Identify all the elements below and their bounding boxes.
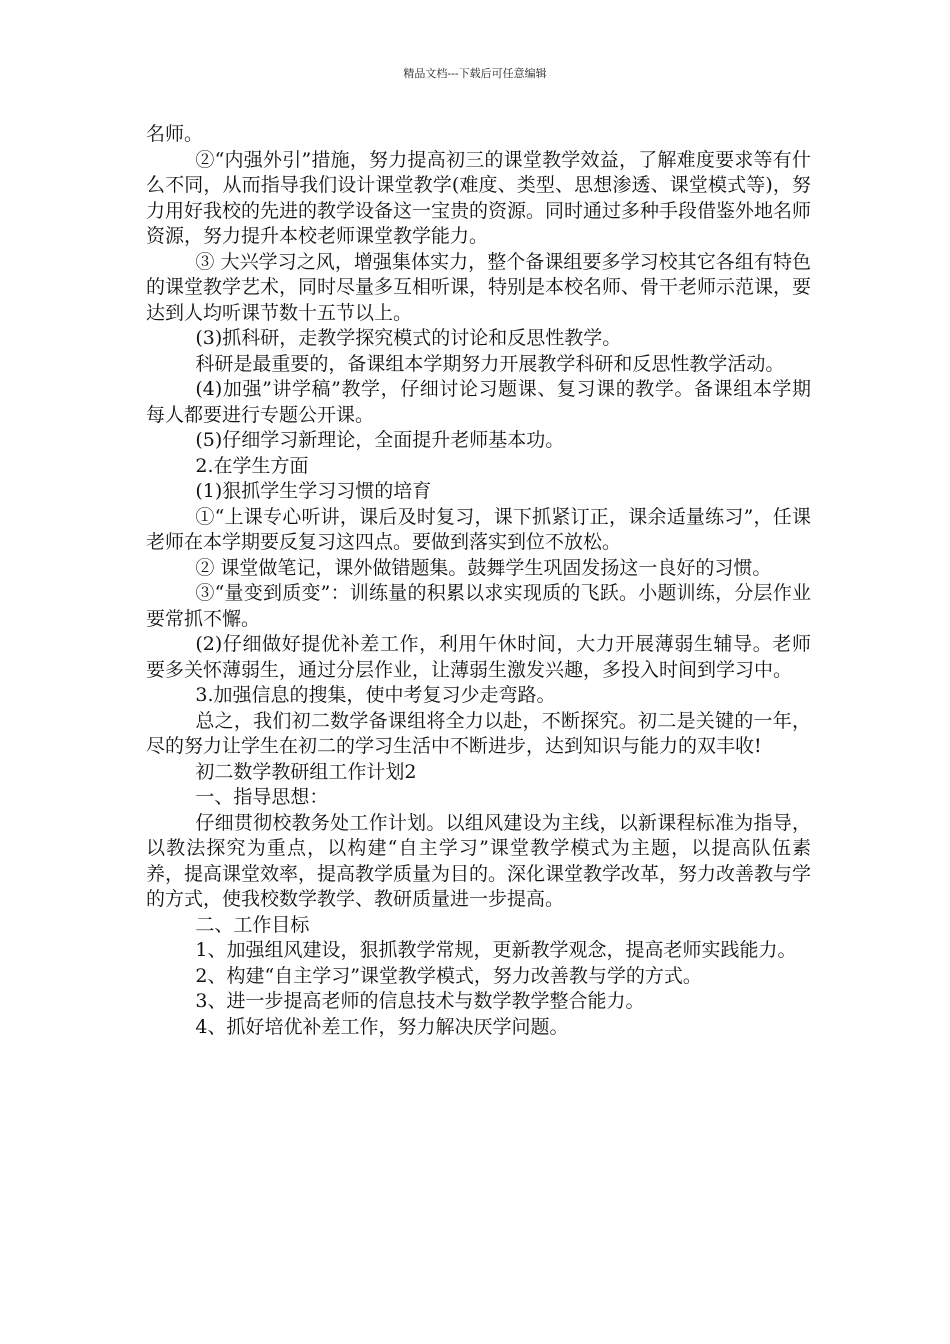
paragraph-3: ③ 大兴学习之风，增强集体实力，整个备课组要多学习校其它各组有特色的课堂教学艺术，同时尽量多互相听课，特别是本校名师、骨干老师示范课，要达到人均听课节数十五节以上。	[146, 250, 812, 324]
paragraph-15: 总之，我们初二数学备课组将全力以赴，不断探究。初二是关键的一年，尽的努力让学生在初二的学习生活中不断进步，达到知识与能力的双丰收!	[146, 709, 811, 757]
paragraph-4: (3)抓科研，走教学探究模式的讨论和反思性教学。	[195, 327, 622, 349]
paragraph-1: 名师。	[146, 123, 204, 145]
paragraph-13: (2)仔细做好提优补差工作，利用午休时间，大力开展薄弱生辅导。老师要多关怀薄弱生，通过分层作业，让薄弱生激发兴趣，多投入时间到学习中。	[146, 633, 811, 681]
paragraph-7: (5)仔细学习新理论，全面提升老师基本功。	[195, 429, 565, 451]
paragraph-11: ② 课堂做笔记，课外做错题集。鼓舞学生巩固发扬这一良好的习惯。	[195, 556, 772, 579]
goal-item-2: 2、构建“自主学习”课堂教学模式，努力改善教与学的方式。	[195, 964, 702, 987]
page-header-watermark: 精品文档---下载后可任意编辑	[403, 67, 547, 80]
goal-item-3: 3、进一步提高老师的信息技术与数学教学整合能力。	[195, 990, 645, 1012]
heading-work-goals: 二、工作目标	[195, 913, 310, 936]
paragraph-2: ②“内强外引”措施，努力提高初三的课堂教学效益，了解难度要求等有什么不同，从而指导我们设计课堂教学(难度、类型、思想渗透、课堂模式等)，努力用好我校的先进的教学设备这一宝贵的资源。同时通过多种手段借鉴外地名师资源，努力提升本校老师课堂教学能力。	[146, 148, 812, 247]
heading-guiding-ideology: 一、指导思想：	[195, 786, 329, 808]
paragraph-6: (4)加强”讲学稿”教学，仔细讨论习题课、复习课的教学。备课组本学期每人都要进行专题公开课。	[146, 378, 811, 426]
paragraph-14: 3.加强信息的搜集，使中考复习少走弯路。	[195, 684, 556, 706]
paragraph-5: 科研是最重要的，备课组本学期努力开展教学科研和反思性教学活动。	[195, 352, 785, 375]
paragraph-12: ③“量变到质变”：训练量的积累以求实现质的飞跃。小题训练，分层作业要常抓不懈。	[146, 582, 811, 630]
section-title: 初二数学教研组工作计划2	[195, 760, 417, 783]
goal-item-1: 1、加强组风建设，狠抓教学常规，更新教学观念，提高老师实践能力。	[195, 939, 797, 961]
paragraph-9: (1)狠抓学生学习习惯的培育	[195, 480, 432, 502]
document-body	[146, 122, 811, 1040]
paragraph-18: 仔细贯彻校教务处工作计划。以组风建设为主线，以新课程标准为指导，以教法探究为重点，以构建“自主学习”课堂教学模式为主题，以提高队伍素养，提高课堂效率，提高教学质量为目的。深化课堂教学改革，努力改善教与学的方式，使我校数学教学、教研质量进一步提高。	[146, 811, 812, 910]
goal-item-4: 4、抓好培优补差工作，努力解决厌学问题。	[195, 1015, 569, 1038]
paragraph-8: 2.在学生方面	[195, 454, 309, 477]
paragraph-10: ①“上课专心听讲，课后及时复习，课下抓紧订正，课余适量练习”，任课老师在本学期要反复习这四点。要做到落实到位不放松。	[146, 505, 811, 553]
